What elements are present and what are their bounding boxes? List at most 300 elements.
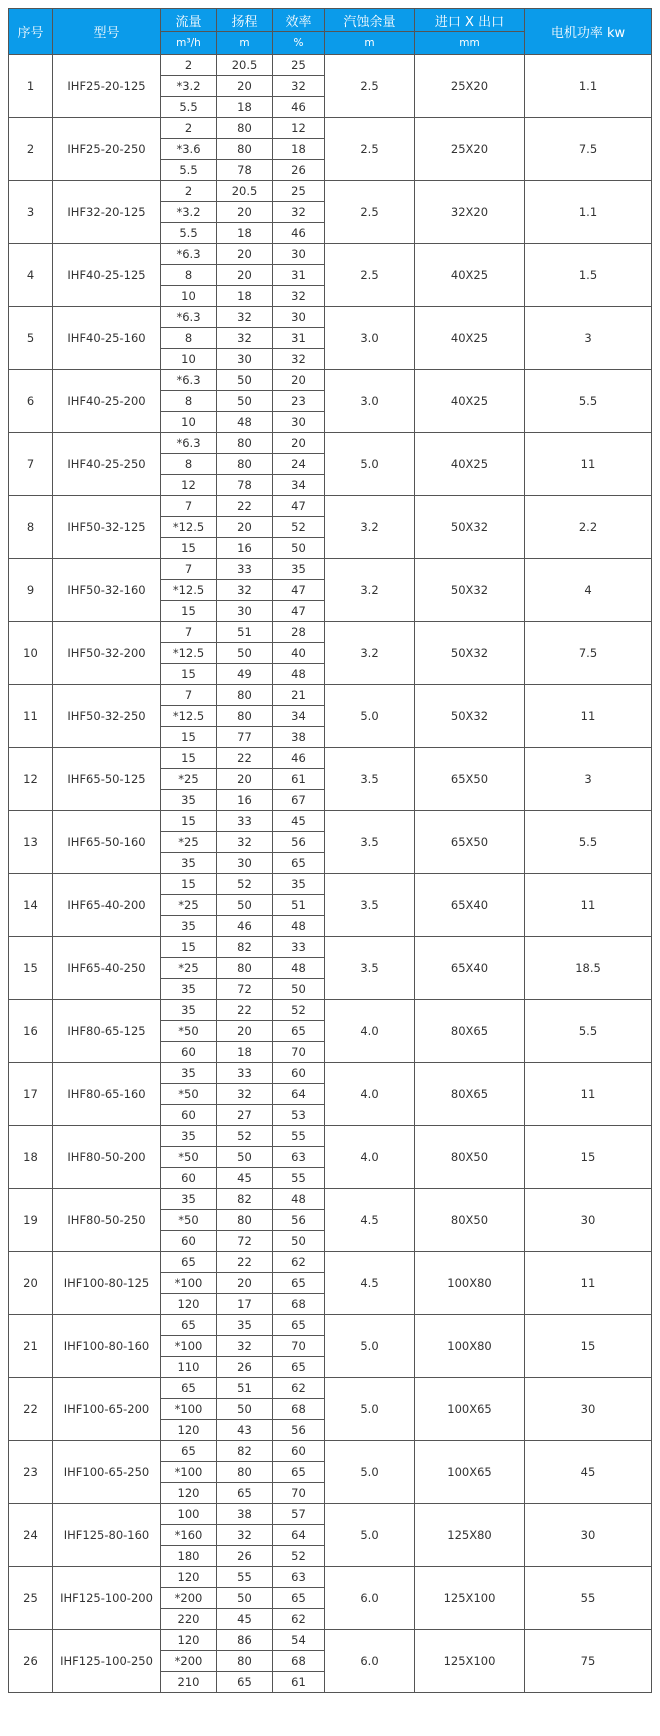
head-cell: 33 — [217, 811, 273, 832]
row-number: 7 — [9, 433, 53, 496]
row-number: 13 — [9, 811, 53, 874]
head-cell: 80 — [217, 1651, 273, 1672]
efficiency-cell: 32 — [273, 286, 325, 307]
table-row — [9, 748, 652, 769]
head-cell: 80 — [217, 118, 273, 139]
flow-cell: 15 — [161, 811, 217, 832]
port-cell: 80X50 — [415, 1189, 525, 1252]
npsh-cell: 6.0 — [325, 1567, 415, 1630]
port-cell: 80X65 — [415, 1000, 525, 1063]
head-cell: 80 — [217, 454, 273, 475]
head-cell: 65 — [217, 1483, 273, 1504]
flow-cell: *12.5 — [161, 706, 217, 727]
port-cell: 80X65 — [415, 1063, 525, 1126]
head-cell: 32 — [217, 832, 273, 853]
efficiency-cell: 50 — [273, 1231, 325, 1252]
efficiency-cell: 30 — [273, 412, 325, 433]
model-cell: IHF50-32-200 — [53, 622, 161, 685]
head-cell: 50 — [217, 370, 273, 391]
head-cell: 55 — [217, 1567, 273, 1588]
efficiency-cell: 62 — [273, 1609, 325, 1630]
efficiency-cell: 33 — [273, 937, 325, 958]
header-model: 型号 — [53, 9, 161, 55]
header-port-unit: mm — [415, 32, 525, 55]
head-cell: 22 — [217, 1000, 273, 1021]
head-cell: 32 — [217, 328, 273, 349]
efficiency-cell: 62 — [273, 1252, 325, 1273]
flow-cell: *12.5 — [161, 643, 217, 664]
efficiency-cell: 65 — [273, 1357, 325, 1378]
npsh-cell: 3.5 — [325, 748, 415, 811]
row-number: 17 — [9, 1063, 53, 1126]
efficiency-cell: 46 — [273, 97, 325, 118]
header-no: 序号 — [9, 9, 53, 55]
efficiency-cell: 30 — [273, 244, 325, 265]
head-cell: 22 — [217, 748, 273, 769]
head-cell: 86 — [217, 1630, 273, 1651]
model-cell: IHF65-50-160 — [53, 811, 161, 874]
table-row — [9, 1000, 652, 1021]
npsh-cell: 6.0 — [325, 1630, 415, 1693]
head-cell: 32 — [217, 580, 273, 601]
flow-cell: *200 — [161, 1588, 217, 1609]
efficiency-cell: 65 — [273, 1273, 325, 1294]
head-cell: 48 — [217, 412, 273, 433]
head-cell: 80 — [217, 958, 273, 979]
head-cell: 20 — [217, 769, 273, 790]
efficiency-cell: 68 — [273, 1399, 325, 1420]
flow-cell: 120 — [161, 1630, 217, 1651]
table-row — [9, 874, 652, 895]
row-number: 20 — [9, 1252, 53, 1315]
row-number: 6 — [9, 370, 53, 433]
head-cell: 20 — [217, 76, 273, 97]
flow-cell: 8 — [161, 265, 217, 286]
table-row — [9, 1315, 652, 1336]
head-cell: 65 — [217, 1672, 273, 1693]
flow-cell: 15 — [161, 601, 217, 622]
row-number: 5 — [9, 307, 53, 370]
flow-cell: *100 — [161, 1399, 217, 1420]
power-cell: 11 — [525, 685, 652, 748]
head-cell: 30 — [217, 349, 273, 370]
flow-cell: *12.5 — [161, 580, 217, 601]
efficiency-cell: 65 — [273, 1021, 325, 1042]
port-cell: 32X20 — [415, 181, 525, 244]
head-cell: 20 — [217, 244, 273, 265]
flow-cell: 7 — [161, 622, 217, 643]
efficiency-cell: 56 — [273, 832, 325, 853]
efficiency-cell: 52 — [273, 517, 325, 538]
efficiency-cell: 65 — [273, 853, 325, 874]
efficiency-cell: 64 — [273, 1084, 325, 1105]
efficiency-cell: 31 — [273, 265, 325, 286]
head-cell: 72 — [217, 1231, 273, 1252]
model-cell: IHF125-100-250 — [53, 1630, 161, 1693]
head-cell: 27 — [217, 1105, 273, 1126]
row-number: 3 — [9, 181, 53, 244]
power-cell: 11 — [525, 874, 652, 937]
npsh-cell: 4.0 — [325, 1126, 415, 1189]
head-cell: 32 — [217, 1336, 273, 1357]
flow-cell: 10 — [161, 349, 217, 370]
port-cell: 50X32 — [415, 622, 525, 685]
table-row — [9, 937, 652, 958]
table-row — [9, 244, 652, 265]
efficiency-cell: 60 — [273, 1441, 325, 1462]
flow-cell: 35 — [161, 1126, 217, 1147]
flow-cell: *3.6 — [161, 139, 217, 160]
port-cell: 65X40 — [415, 874, 525, 937]
head-cell: 45 — [217, 1168, 273, 1189]
efficiency-cell: 68 — [273, 1294, 325, 1315]
table-row — [9, 370, 652, 391]
flow-cell: 35 — [161, 916, 217, 937]
power-cell: 55 — [525, 1567, 652, 1630]
flow-cell: 5.5 — [161, 160, 217, 181]
efficiency-cell: 31 — [273, 328, 325, 349]
flow-cell: 7 — [161, 685, 217, 706]
efficiency-cell: 47 — [273, 580, 325, 601]
port-cell: 40X25 — [415, 370, 525, 433]
efficiency-cell: 62 — [273, 1378, 325, 1399]
npsh-cell: 3.2 — [325, 622, 415, 685]
head-cell: 30 — [217, 853, 273, 874]
model-cell: IHF80-65-125 — [53, 1000, 161, 1063]
table-row — [9, 433, 652, 454]
flow-cell: 60 — [161, 1105, 217, 1126]
row-number: 14 — [9, 874, 53, 937]
table-body — [9, 55, 652, 1693]
flow-cell: 35 — [161, 1189, 217, 1210]
head-cell: 80 — [217, 706, 273, 727]
flow-cell: 210 — [161, 1672, 217, 1693]
model-cell: IHF50-32-160 — [53, 559, 161, 622]
head-cell: 17 — [217, 1294, 273, 1315]
head-cell: 46 — [217, 916, 273, 937]
flow-cell: 7 — [161, 559, 217, 580]
flow-cell: 35 — [161, 853, 217, 874]
port-cell: 65X50 — [415, 748, 525, 811]
flow-cell: *25 — [161, 769, 217, 790]
efficiency-cell: 61 — [273, 1672, 325, 1693]
row-number: 18 — [9, 1126, 53, 1189]
port-cell: 100X65 — [415, 1441, 525, 1504]
power-cell: 5.5 — [525, 811, 652, 874]
model-cell: IHF125-100-200 — [53, 1567, 161, 1630]
flow-cell: 5.5 — [161, 223, 217, 244]
flow-cell: 2 — [161, 181, 217, 202]
power-cell: 30 — [525, 1378, 652, 1441]
head-cell: 33 — [217, 559, 273, 580]
efficiency-cell: 46 — [273, 223, 325, 244]
flow-cell: *50 — [161, 1084, 217, 1105]
row-number: 4 — [9, 244, 53, 307]
efficiency-cell: 35 — [273, 874, 325, 895]
efficiency-cell: 38 — [273, 727, 325, 748]
efficiency-cell: 50 — [273, 979, 325, 1000]
port-cell: 25X20 — [415, 55, 525, 118]
head-cell: 52 — [217, 874, 273, 895]
power-cell: 5.5 — [525, 1000, 652, 1063]
head-cell: 18 — [217, 286, 273, 307]
model-cell: IHF25-20-125 — [53, 55, 161, 118]
npsh-cell: 3.0 — [325, 370, 415, 433]
power-cell: 18.5 — [525, 937, 652, 1000]
table-row — [9, 1567, 652, 1588]
head-cell: 35 — [217, 1315, 273, 1336]
head-cell: 30 — [217, 601, 273, 622]
port-cell: 80X50 — [415, 1126, 525, 1189]
head-cell: 49 — [217, 664, 273, 685]
head-cell: 26 — [217, 1546, 273, 1567]
efficiency-cell: 25 — [273, 55, 325, 76]
head-cell: 51 — [217, 1378, 273, 1399]
head-cell: 18 — [217, 97, 273, 118]
flow-cell: 110 — [161, 1357, 217, 1378]
table-row — [9, 1630, 652, 1651]
head-cell: 32 — [217, 1525, 273, 1546]
flow-cell: 60 — [161, 1042, 217, 1063]
head-cell: 50 — [217, 1147, 273, 1168]
npsh-cell: 3.5 — [325, 811, 415, 874]
model-cell: IHF80-50-200 — [53, 1126, 161, 1189]
table-row — [9, 622, 652, 643]
head-cell: 20 — [217, 1021, 273, 1042]
power-cell: 2.2 — [525, 496, 652, 559]
row-number: 9 — [9, 559, 53, 622]
npsh-cell: 4.5 — [325, 1189, 415, 1252]
flow-cell: 220 — [161, 1609, 217, 1630]
power-cell: 5.5 — [525, 370, 652, 433]
header-flow-unit: m³/h — [161, 32, 217, 55]
port-cell: 125X100 — [415, 1630, 525, 1693]
port-cell: 50X32 — [415, 685, 525, 748]
head-cell: 26 — [217, 1357, 273, 1378]
head-cell: 32 — [217, 307, 273, 328]
efficiency-cell: 20 — [273, 433, 325, 454]
row-number: 26 — [9, 1630, 53, 1693]
flow-cell: 15 — [161, 664, 217, 685]
head-cell: 50 — [217, 1399, 273, 1420]
head-cell: 20 — [217, 202, 273, 223]
row-number: 21 — [9, 1315, 53, 1378]
flow-cell: 8 — [161, 328, 217, 349]
head-cell: 20.5 — [217, 55, 273, 76]
flow-cell: *12.5 — [161, 517, 217, 538]
model-cell: IHF100-65-200 — [53, 1378, 161, 1441]
flow-cell: 35 — [161, 1000, 217, 1021]
efficiency-cell: 12 — [273, 118, 325, 139]
header-head: 扬程 — [217, 9, 273, 32]
efficiency-cell: 51 — [273, 895, 325, 916]
row-number: 8 — [9, 496, 53, 559]
power-cell: 1.5 — [525, 244, 652, 307]
model-cell: IHF40-25-125 — [53, 244, 161, 307]
efficiency-cell: 32 — [273, 349, 325, 370]
efficiency-cell: 48 — [273, 958, 325, 979]
model-cell: IHF40-25-160 — [53, 307, 161, 370]
head-cell: 50 — [217, 895, 273, 916]
efficiency-cell: 28 — [273, 622, 325, 643]
efficiency-cell: 56 — [273, 1210, 325, 1231]
efficiency-cell: 55 — [273, 1126, 325, 1147]
row-number: 1 — [9, 55, 53, 118]
efficiency-cell: 65 — [273, 1315, 325, 1336]
flow-cell: 10 — [161, 412, 217, 433]
head-cell: 51 — [217, 622, 273, 643]
efficiency-cell: 55 — [273, 1168, 325, 1189]
flow-cell: *6.3 — [161, 370, 217, 391]
table-row — [9, 181, 652, 202]
port-cell: 125X80 — [415, 1504, 525, 1567]
table-row — [9, 1504, 652, 1525]
flow-cell: 65 — [161, 1252, 217, 1273]
table-row — [9, 1063, 652, 1084]
efficiency-cell: 48 — [273, 1189, 325, 1210]
power-cell: 3 — [525, 748, 652, 811]
efficiency-cell: 65 — [273, 1588, 325, 1609]
flow-cell: *100 — [161, 1273, 217, 1294]
power-cell: 45 — [525, 1441, 652, 1504]
table-row — [9, 118, 652, 139]
header-head-unit: m — [217, 32, 273, 55]
flow-cell: *50 — [161, 1021, 217, 1042]
flow-cell: 120 — [161, 1483, 217, 1504]
port-cell: 40X25 — [415, 433, 525, 496]
head-cell: 20.5 — [217, 181, 273, 202]
row-number: 11 — [9, 685, 53, 748]
efficiency-cell: 30 — [273, 307, 325, 328]
power-cell: 3 — [525, 307, 652, 370]
flow-cell: 15 — [161, 874, 217, 895]
port-cell: 65X40 — [415, 937, 525, 1000]
efficiency-cell: 35 — [273, 559, 325, 580]
table-row — [9, 1378, 652, 1399]
efficiency-cell: 70 — [273, 1042, 325, 1063]
port-cell: 50X32 — [415, 496, 525, 559]
power-cell: 1.1 — [525, 181, 652, 244]
efficiency-cell: 53 — [273, 1105, 325, 1126]
table-row — [9, 1441, 652, 1462]
flow-cell: 35 — [161, 1063, 217, 1084]
flow-cell: 120 — [161, 1294, 217, 1315]
power-cell: 7.5 — [525, 118, 652, 181]
head-cell: 72 — [217, 979, 273, 1000]
head-cell: 20 — [217, 517, 273, 538]
flow-cell: *25 — [161, 832, 217, 853]
head-cell: 18 — [217, 1042, 273, 1063]
header-power: 电机功率 kw — [525, 9, 652, 55]
flow-cell: *3.2 — [161, 76, 217, 97]
efficiency-cell: 18 — [273, 139, 325, 160]
efficiency-cell: 34 — [273, 475, 325, 496]
flow-cell: 15 — [161, 937, 217, 958]
model-cell: IHF80-50-250 — [53, 1189, 161, 1252]
npsh-cell: 3.0 — [325, 307, 415, 370]
efficiency-cell: 63 — [273, 1147, 325, 1168]
head-cell: 16 — [217, 538, 273, 559]
head-cell: 32 — [217, 1084, 273, 1105]
efficiency-cell: 63 — [273, 1567, 325, 1588]
model-cell: IHF40-25-250 — [53, 433, 161, 496]
power-cell: 30 — [525, 1189, 652, 1252]
flow-cell: 8 — [161, 391, 217, 412]
head-cell: 22 — [217, 1252, 273, 1273]
head-cell: 16 — [217, 790, 273, 811]
model-cell: IHF50-32-125 — [53, 496, 161, 559]
npsh-cell: 5.0 — [325, 1378, 415, 1441]
flow-cell: 100 — [161, 1504, 217, 1525]
efficiency-cell: 24 — [273, 454, 325, 475]
head-cell: 33 — [217, 1063, 273, 1084]
head-cell: 50 — [217, 643, 273, 664]
npsh-cell: 4.0 — [325, 1063, 415, 1126]
model-cell: IHF100-65-250 — [53, 1441, 161, 1504]
head-cell: 80 — [217, 1210, 273, 1231]
flow-cell: *50 — [161, 1210, 217, 1231]
efficiency-cell: 23 — [273, 391, 325, 412]
efficiency-cell: 65 — [273, 1462, 325, 1483]
power-cell: 75 — [525, 1630, 652, 1693]
efficiency-cell: 48 — [273, 664, 325, 685]
efficiency-cell: 32 — [273, 202, 325, 223]
flow-cell: 15 — [161, 727, 217, 748]
table-row — [9, 55, 652, 76]
flow-cell: 65 — [161, 1441, 217, 1462]
npsh-cell: 5.0 — [325, 433, 415, 496]
flow-cell: *25 — [161, 958, 217, 979]
port-cell: 125X100 — [415, 1567, 525, 1630]
flow-cell: 120 — [161, 1567, 217, 1588]
model-cell: IHF25-20-250 — [53, 118, 161, 181]
header-flow: 流量 — [161, 9, 217, 32]
port-cell: 25X20 — [415, 118, 525, 181]
model-cell: IHF50-32-250 — [53, 685, 161, 748]
npsh-cell: 2.5 — [325, 244, 415, 307]
row-number: 16 — [9, 1000, 53, 1063]
npsh-cell: 2.5 — [325, 181, 415, 244]
table-row — [9, 1126, 652, 1147]
flow-cell: 5.5 — [161, 97, 217, 118]
efficiency-cell: 68 — [273, 1651, 325, 1672]
row-number: 10 — [9, 622, 53, 685]
head-cell: 50 — [217, 391, 273, 412]
flow-cell: 35 — [161, 790, 217, 811]
power-cell: 15 — [525, 1315, 652, 1378]
header-efficiency: 效率 — [273, 9, 325, 32]
power-cell: 1.1 — [525, 55, 652, 118]
flow-cell: *6.3 — [161, 433, 217, 454]
model-cell: IHF100-80-125 — [53, 1252, 161, 1315]
row-number: 23 — [9, 1441, 53, 1504]
npsh-cell: 3.5 — [325, 874, 415, 937]
table-row — [9, 1189, 652, 1210]
head-cell: 45 — [217, 1609, 273, 1630]
port-cell: 100X65 — [415, 1378, 525, 1441]
row-number: 2 — [9, 118, 53, 181]
efficiency-cell: 70 — [273, 1483, 325, 1504]
flow-cell: 180 — [161, 1546, 217, 1567]
head-cell: 82 — [217, 1189, 273, 1210]
head-cell: 78 — [217, 160, 273, 181]
port-cell: 100X80 — [415, 1315, 525, 1378]
efficiency-cell: 52 — [273, 1000, 325, 1021]
model-cell: IHF65-50-125 — [53, 748, 161, 811]
npsh-cell: 3.2 — [325, 559, 415, 622]
header-port: 进口 X 出口 — [415, 9, 525, 32]
flow-cell: 8 — [161, 454, 217, 475]
